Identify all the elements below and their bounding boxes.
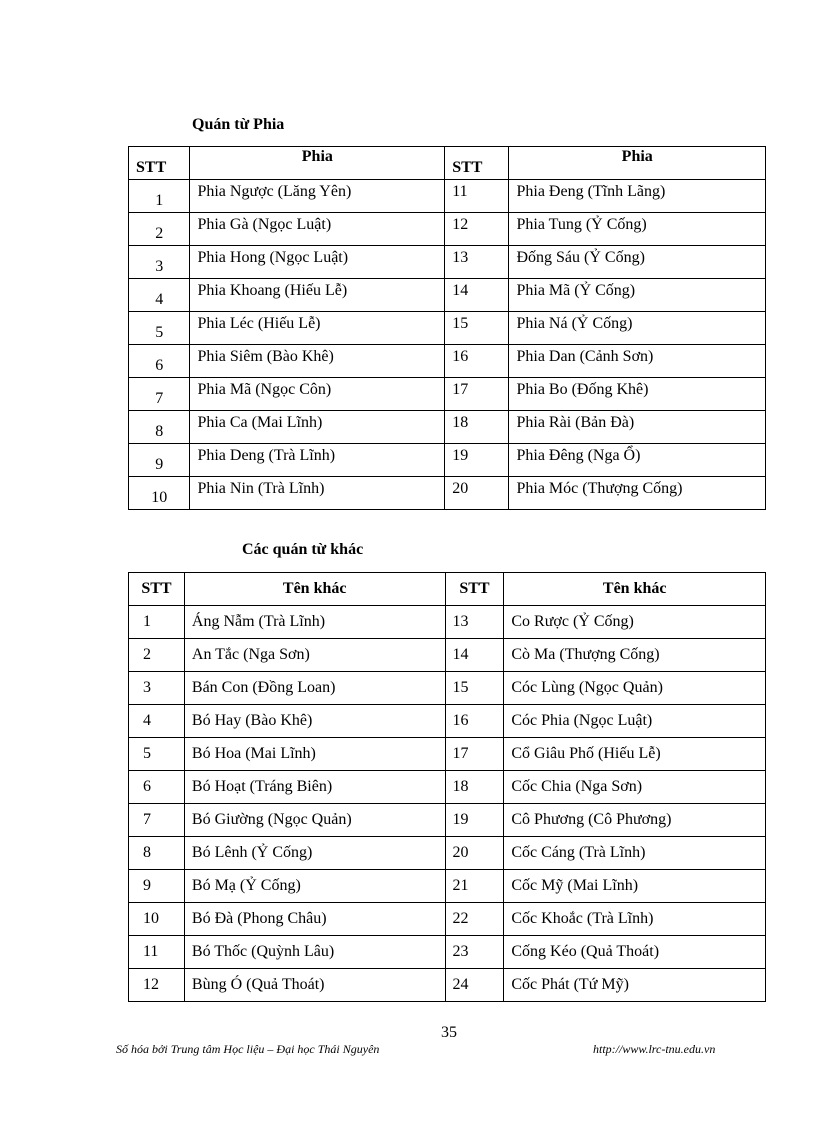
row-number: 10 [129,477,190,510]
section-heading-other: Các quán từ khác [242,541,364,558]
table-row [129,345,766,378]
table-row [129,870,766,903]
row-number: 10 [129,903,185,936]
other-names-table [128,572,766,1002]
place-name: Phia Nin (Trà Lĩnh) [190,477,445,510]
row-number: 17 [445,738,504,771]
place-name: Phia Đêng (Nga Ổ) [509,444,766,477]
table-row [129,606,766,639]
header-ten-khac: Tên khác [504,573,766,606]
table-header-row [129,573,766,606]
page-number: 35 [441,1024,457,1041]
row-number: 18 [445,771,504,804]
header-phia: Phia [509,147,766,180]
place-name: Phia Gà (Ngọc Luật) [190,213,445,246]
place-name: Phia Rài (Bản Đà) [509,411,766,444]
row-number: 15 [445,672,504,705]
row-number: 5 [129,312,190,345]
row-number: 8 [129,837,185,870]
row-number: 7 [129,804,185,837]
row-number: 6 [129,345,190,378]
place-name: Cò Ma (Thượng Cống) [504,639,766,672]
row-number: 24 [445,969,504,1002]
row-number: 8 [129,411,190,444]
table-row [129,936,766,969]
footer-credit: Số hóa bởi Trung tâm Học liệu – Đại học Thái Nguyên [116,1042,380,1056]
row-number: 18 [445,411,509,444]
header-stt: STT [129,573,185,606]
header-ten-khac: Tên khác [184,573,445,606]
place-name: Bó Giường (Ngọc Quản) [184,804,445,837]
row-number: 19 [445,444,509,477]
place-name: Bó Hoa (Mai Lĩnh) [184,738,445,771]
table-header-row [129,147,766,180]
row-number: 15 [445,312,509,345]
place-name: Cốc Khoắc (Trà Lĩnh) [504,903,766,936]
table-row [129,477,766,510]
row-number: 5 [129,738,185,771]
header-stt: STT [445,573,504,606]
section-heading-phia: Quán từ Phia [192,116,285,133]
table-row [129,672,766,705]
place-name: Phia Léc (Hiếu Lễ) [190,312,445,345]
place-name: Phia Ná (Ỷ Cống) [509,312,766,345]
place-name: Bó Lênh (Ỷ Cống) [184,837,445,870]
row-number: 1 [129,606,185,639]
row-number: 9 [129,444,190,477]
table-row [129,804,766,837]
table-row [129,378,766,411]
place-name: Cóc Phia (Ngọc Luật) [504,705,766,738]
place-name: Cô Phương (Cô Phương) [504,804,766,837]
place-name: Đống Sáu (Ỷ Cống) [509,246,766,279]
row-number: 11 [445,180,509,213]
row-number: 19 [445,804,504,837]
place-name: Phia Ngược (Lăng Yên) [190,180,445,213]
row-number: 16 [445,705,504,738]
row-number: 20 [445,477,509,510]
row-number: 1 [129,180,190,213]
header-stt: STT [129,147,190,180]
row-number: 12 [445,213,509,246]
place-name: Phia Deng (Trà Lĩnh) [190,444,445,477]
place-name: Bó Hay (Bào Khê) [184,705,445,738]
place-name: Bó Thốc (Quỳnh Lâu) [184,936,445,969]
row-number: 7 [129,378,190,411]
row-number: 2 [129,213,190,246]
place-name: Cổ Giâu Phố (Hiếu Lễ) [504,738,766,771]
row-number: 6 [129,771,185,804]
place-name: Bùng Ó (Quả Thoát) [184,969,445,1002]
place-name: Phia Dan (Cảnh Sơn) [509,345,766,378]
table-row [129,180,766,213]
row-number: 16 [445,345,509,378]
table-row [129,411,766,444]
table-row [129,969,766,1002]
place-name: Phia Siêm (Bào Khê) [190,345,445,378]
row-number: 13 [445,246,509,279]
table-row [129,837,766,870]
table-row [129,705,766,738]
place-name: Cốc Cáng (Trà Lĩnh) [504,837,766,870]
row-number: 4 [129,705,185,738]
place-name: Phia Mã (Ỷ Cống) [509,279,766,312]
row-number: 21 [445,870,504,903]
phia-table [128,146,766,510]
table-row [129,312,766,345]
row-number: 12 [129,969,185,1002]
table-row [129,639,766,672]
row-number: 4 [129,279,190,312]
table-row [129,444,766,477]
table-row [129,903,766,936]
row-number: 3 [129,672,185,705]
place-name: Co Rược (Ỷ Cống) [504,606,766,639]
row-number: 23 [445,936,504,969]
header-stt: STT [445,147,509,180]
place-name: An Tắc (Nga Sơn) [184,639,445,672]
row-number: 13 [445,606,504,639]
place-name: Bó Mạ (Ỷ Cống) [184,870,445,903]
row-number: 14 [445,279,509,312]
place-name: Cóc Lùng (Ngọc Quản) [504,672,766,705]
table-row [129,246,766,279]
place-name: Phia Bo (Đống Khê) [509,378,766,411]
header-phia: Phia [190,147,445,180]
place-name: Cốc Chia (Nga Sơn) [504,771,766,804]
table-row [129,771,766,804]
table-row [129,738,766,771]
place-name: Phia Tung (Ỷ Cống) [509,213,766,246]
table-row [129,213,766,246]
row-number: 9 [129,870,185,903]
place-name: Bán Con (Đồng Loan) [184,672,445,705]
place-name: Phia Móc (Thượng Cống) [509,477,766,510]
row-number: 2 [129,639,185,672]
place-name: Cống Kéo (Quả Thoát) [504,936,766,969]
place-name: Bó Hoạt (Tráng Biên) [184,771,445,804]
place-name: Cốc Phát (Tứ Mỹ) [504,969,766,1002]
footer-url: http://www.lrc-tnu.edu.vn [593,1042,716,1056]
place-name: Bó Đà (Phong Châu) [184,903,445,936]
row-number: 22 [445,903,504,936]
row-number: 11 [129,936,185,969]
place-name: Cốc Mỹ (Mai Lĩnh) [504,870,766,903]
place-name: Phia Khoang (Hiếu Lễ) [190,279,445,312]
place-name: Áng Nẫm (Trà Lĩnh) [184,606,445,639]
place-name: Phia Mã (Ngọc Côn) [190,378,445,411]
row-number: 14 [445,639,504,672]
row-number: 20 [445,837,504,870]
row-number: 17 [445,378,509,411]
place-name: Phia Ca (Mai Lĩnh) [190,411,445,444]
table-row [129,279,766,312]
place-name: Phia Hong (Ngọc Luật) [190,246,445,279]
place-name: Phia Đeng (Tĩnh Lãng) [509,180,766,213]
row-number: 3 [129,246,190,279]
